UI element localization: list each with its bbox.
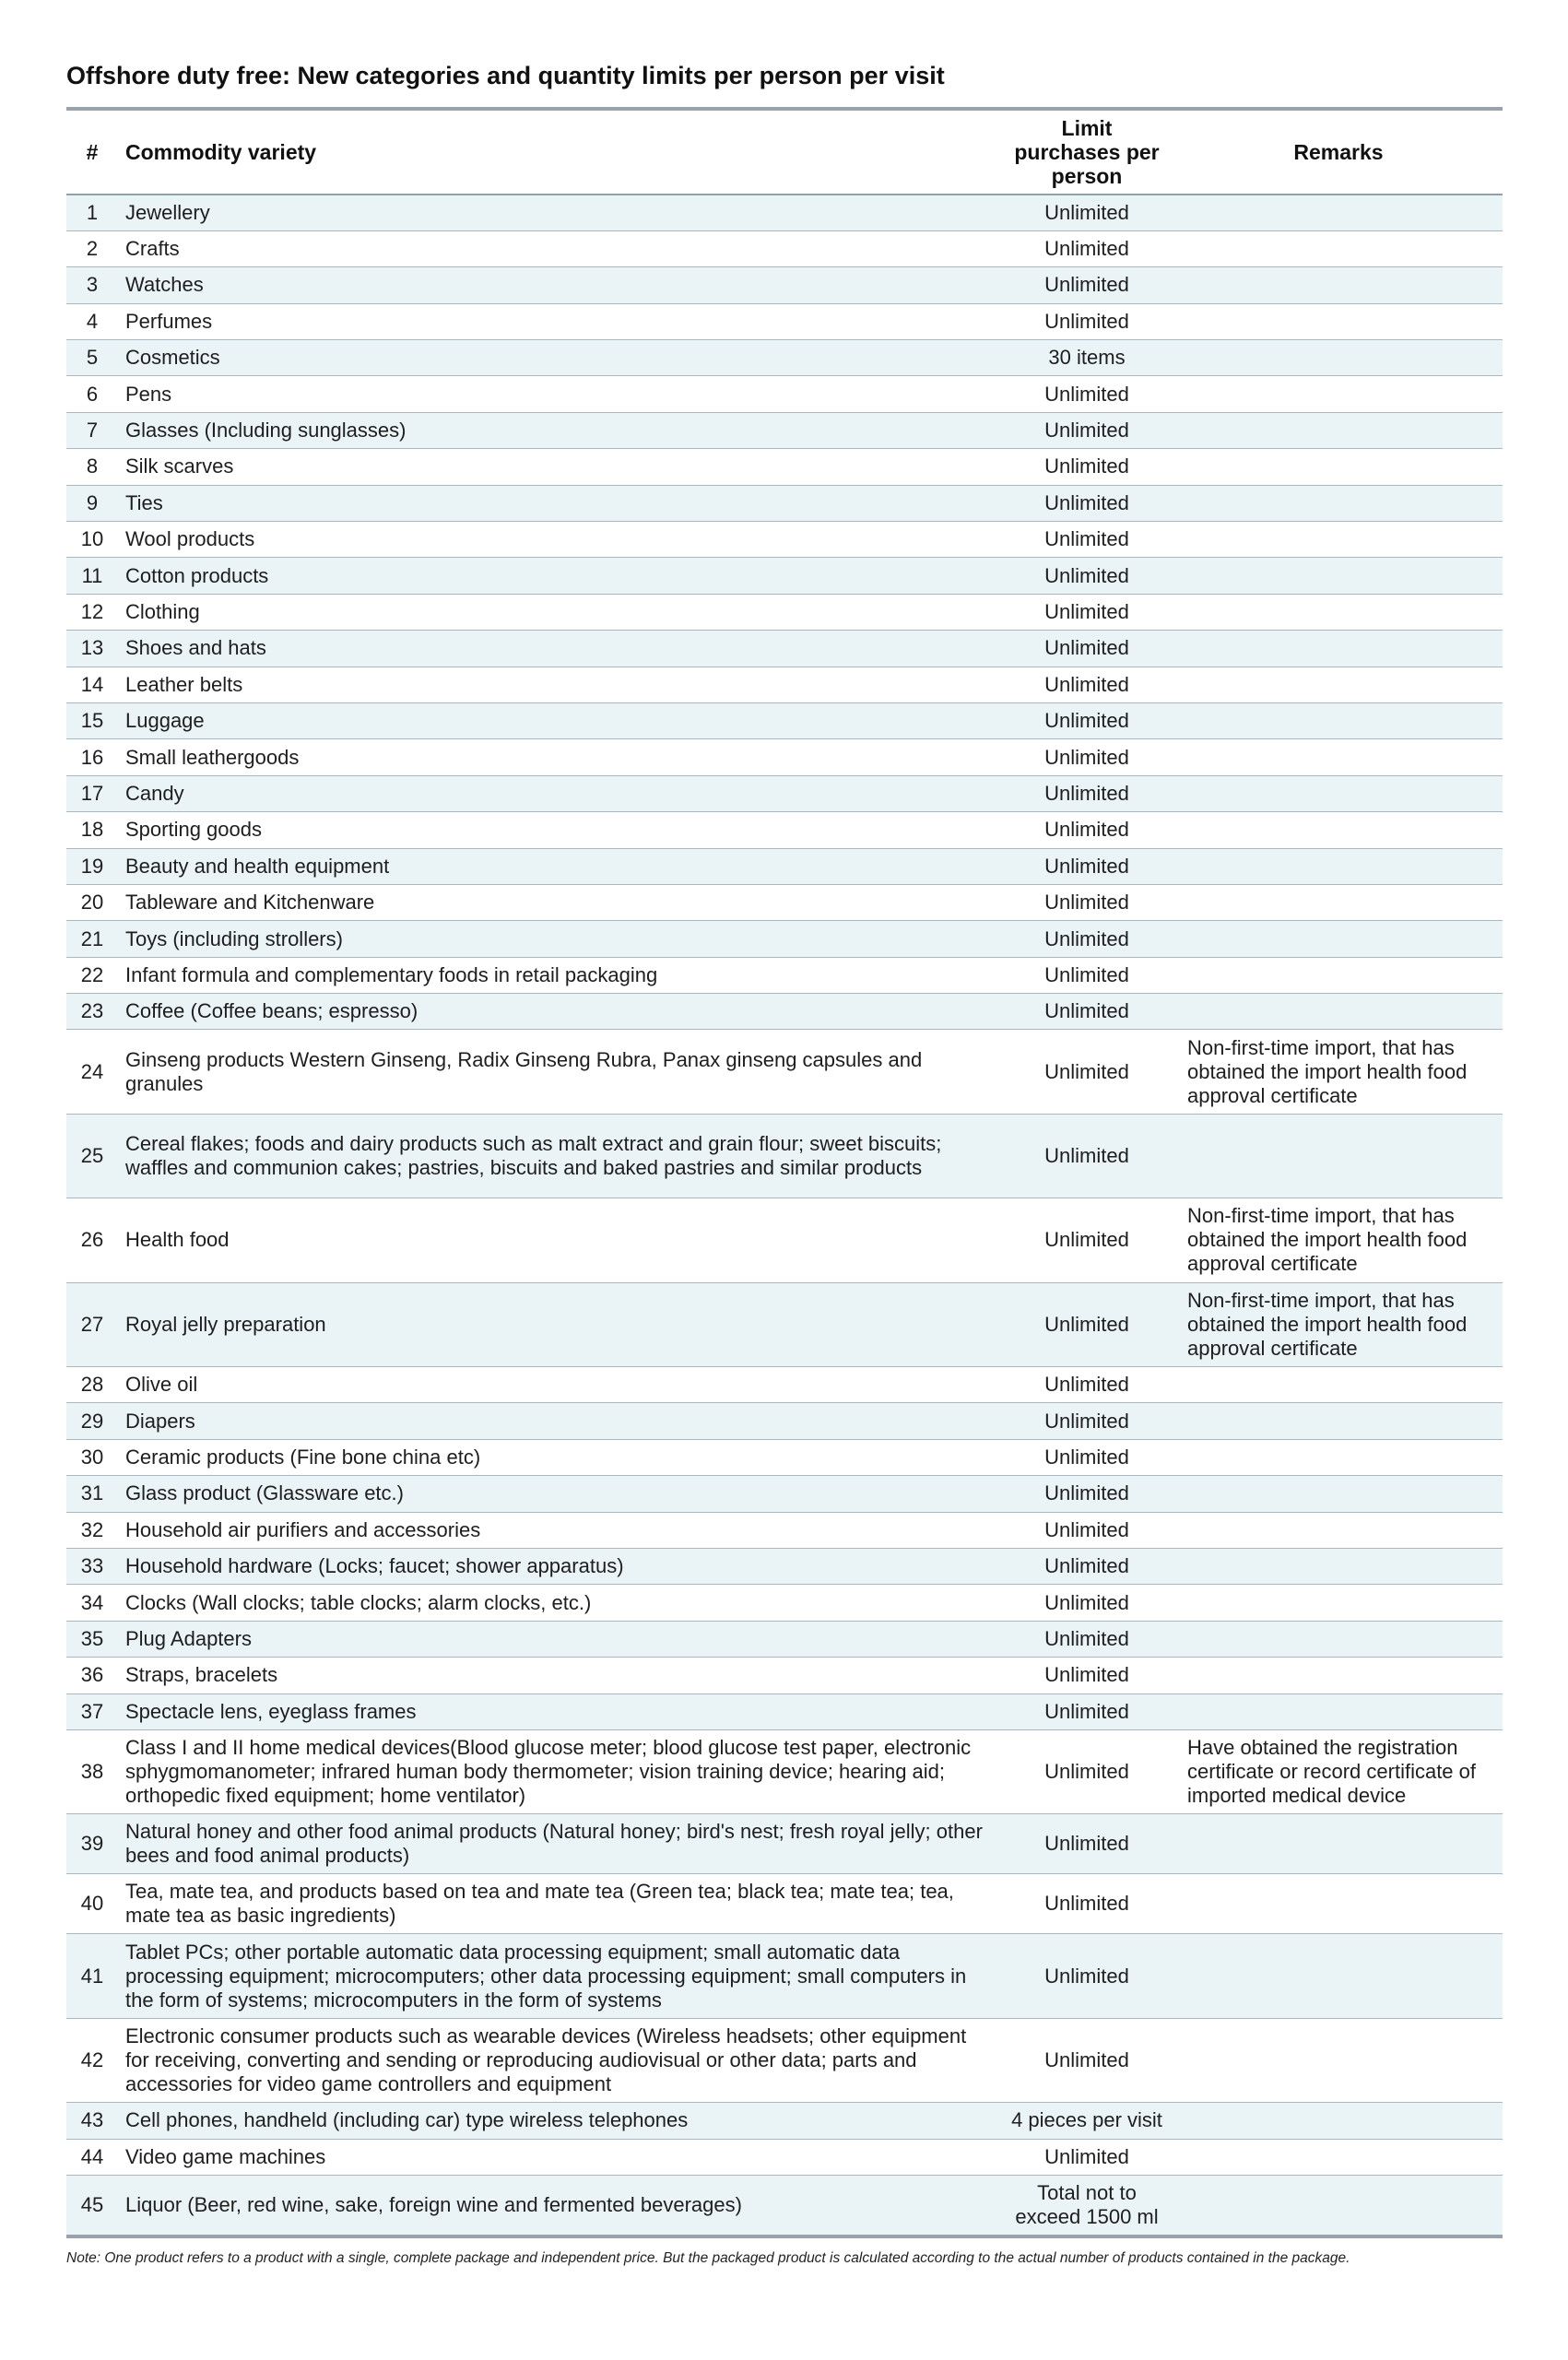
remarks-cell xyxy=(1174,376,1503,412)
row-number-cell: 31 xyxy=(66,1476,118,1512)
commodity-variety-cell: Tableware and Kitchenware xyxy=(118,884,999,920)
remarks-cell xyxy=(1174,2103,1503,2139)
commodity-variety-cell: Sporting goods xyxy=(118,812,999,848)
remarks-cell: Non-first-time import, that has obtained the import health food approval certificate xyxy=(1174,1198,1503,1282)
remarks-cell xyxy=(1174,702,1503,738)
table-row xyxy=(66,412,1503,448)
commodity-variety-cell: Ceramic products (Fine bone china etc) xyxy=(118,1439,999,1475)
limit-purchases-cell: Unlimited xyxy=(999,1549,1174,1585)
remarks-cell xyxy=(1174,449,1503,485)
commodity-variety-cell: Crafts xyxy=(118,230,999,266)
limit-purchases-cell: Unlimited xyxy=(999,1621,1174,1657)
table-row xyxy=(66,1729,1503,1813)
commodity-variety-cell: Watches xyxy=(118,267,999,303)
header-commodity-variety: Commodity variety xyxy=(118,109,999,195)
row-number-cell: 39 xyxy=(66,1814,118,1874)
remarks-cell xyxy=(1174,994,1503,1030)
limit-purchases-cell: Unlimited xyxy=(999,1367,1174,1403)
commodity-variety-cell: Olive oil xyxy=(118,1367,999,1403)
commodity-variety-cell: Luggage xyxy=(118,702,999,738)
remarks-cell xyxy=(1174,739,1503,775)
header-number: # xyxy=(66,109,118,195)
remarks-cell: Non-first-time import, that has obtained the import health food approval certificate xyxy=(1174,1282,1503,1366)
row-number-cell: 10 xyxy=(66,522,118,558)
commodity-variety-cell: Beauty and health equipment xyxy=(118,848,999,884)
commodity-variety-cell: Straps, bracelets xyxy=(118,1658,999,1693)
row-number-cell: 24 xyxy=(66,1030,118,1114)
remarks-cell xyxy=(1174,1476,1503,1512)
table-row xyxy=(66,230,1503,266)
remarks-cell xyxy=(1174,667,1503,702)
limit-purchases-cell: Unlimited xyxy=(999,1439,1174,1475)
table-row xyxy=(66,303,1503,339)
row-number-cell: 26 xyxy=(66,1198,118,1282)
table-row xyxy=(66,848,1503,884)
remarks-cell xyxy=(1174,2018,1503,2102)
table-row xyxy=(66,2175,1503,2236)
remarks-cell xyxy=(1174,1874,1503,1934)
limit-purchases-cell: Unlimited xyxy=(999,522,1174,558)
limit-purchases-cell: Unlimited xyxy=(999,449,1174,485)
limit-purchases-cell: Unlimited xyxy=(999,594,1174,630)
limit-purchases-cell: Unlimited xyxy=(999,230,1174,266)
row-number-cell: 21 xyxy=(66,921,118,957)
table-row xyxy=(66,1114,1503,1198)
commodity-variety-cell: Clothing xyxy=(118,594,999,630)
remarks-cell: Have obtained the registration certificate or record certificate of imported medical device xyxy=(1174,1729,1503,1813)
limit-purchases-cell: Unlimited xyxy=(999,702,1174,738)
row-number-cell: 7 xyxy=(66,412,118,448)
table-row xyxy=(66,1030,1503,1114)
table-row xyxy=(66,739,1503,775)
table-row xyxy=(66,812,1503,848)
commodity-variety-cell: Plug Adapters xyxy=(118,1621,999,1657)
limit-purchases-cell: 4 pieces per visit xyxy=(999,2103,1174,2139)
commodity-variety-cell: Cell phones, handheld (including car) type wireless telephones xyxy=(118,2103,999,2139)
commodity-variety-cell: Glasses (Including sunglasses) xyxy=(118,412,999,448)
commodity-variety-cell: Shoes and hats xyxy=(118,631,999,667)
commodity-variety-cell: Perfumes xyxy=(118,303,999,339)
table-row xyxy=(66,558,1503,594)
header-remarks: Remarks xyxy=(1174,109,1503,195)
row-number-cell: 29 xyxy=(66,1403,118,1439)
limit-purchases-cell: Unlimited xyxy=(999,848,1174,884)
row-number-cell: 4 xyxy=(66,303,118,339)
remarks-cell xyxy=(1174,1693,1503,1729)
limit-purchases-cell: Total not to exceed 1500 ml xyxy=(999,2175,1174,2236)
row-number-cell: 27 xyxy=(66,1282,118,1366)
table-row xyxy=(66,957,1503,993)
limit-purchases-cell: Unlimited xyxy=(999,1403,1174,1439)
row-number-cell: 28 xyxy=(66,1367,118,1403)
remarks-cell xyxy=(1174,1585,1503,1621)
table-row xyxy=(66,2018,1503,2102)
row-number-cell: 22 xyxy=(66,957,118,993)
remarks-cell xyxy=(1174,303,1503,339)
table-row xyxy=(66,195,1503,230)
table-row xyxy=(66,1585,1503,1621)
row-number-cell: 11 xyxy=(66,558,118,594)
row-number-cell: 41 xyxy=(66,1934,118,2018)
limit-purchases-cell: Unlimited xyxy=(999,2139,1174,2175)
remarks-cell xyxy=(1174,631,1503,667)
commodity-variety-cell: Candy xyxy=(118,775,999,811)
limit-purchases-cell: Unlimited xyxy=(999,303,1174,339)
row-number-cell: 3 xyxy=(66,267,118,303)
table-row xyxy=(66,1621,1503,1657)
commodity-variety-cell: Cereal flakes; foods and dairy products such as malt extract and grain flour; sweet biscuits; waffles and communion cakes; pastries, biscuits and baked pastries and similar products xyxy=(118,1114,999,1198)
remarks-cell xyxy=(1174,1934,1503,2018)
row-number-cell: 17 xyxy=(66,775,118,811)
remarks-cell xyxy=(1174,884,1503,920)
row-number-cell: 44 xyxy=(66,2139,118,2175)
remarks-cell xyxy=(1174,485,1503,521)
row-number-cell: 18 xyxy=(66,812,118,848)
commodity-variety-cell: Ties xyxy=(118,485,999,521)
table-row xyxy=(66,594,1503,630)
row-number-cell: 8 xyxy=(66,449,118,485)
commodity-variety-cell: Liquor (Beer, red wine, sake, foreign wine and fermented beverages) xyxy=(118,2175,999,2236)
limit-purchases-cell: Unlimited xyxy=(999,884,1174,920)
table-row xyxy=(66,1874,1503,1934)
limit-purchases-cell: Unlimited xyxy=(999,1512,1174,1548)
commodity-variety-cell: Cosmetics xyxy=(118,340,999,376)
remarks-cell xyxy=(1174,1367,1503,1403)
table-row xyxy=(66,667,1503,702)
table-row xyxy=(66,2103,1503,2139)
limit-purchases-cell: Unlimited xyxy=(999,1585,1174,1621)
limit-purchases-cell: Unlimited xyxy=(999,775,1174,811)
remarks-cell xyxy=(1174,1114,1503,1198)
commodity-variety-cell: Glass product (Glassware etc.) xyxy=(118,1476,999,1512)
row-number-cell: 9 xyxy=(66,485,118,521)
row-number-cell: 1 xyxy=(66,195,118,230)
commodity-variety-cell: Small leathergoods xyxy=(118,739,999,775)
commodity-variety-cell: Video game machines xyxy=(118,2139,999,2175)
row-number-cell: 32 xyxy=(66,1512,118,1548)
table-row xyxy=(66,1367,1503,1403)
row-number-cell: 16 xyxy=(66,739,118,775)
row-number-cell: 45 xyxy=(66,2175,118,2236)
row-number-cell: 13 xyxy=(66,631,118,667)
table-row xyxy=(66,1403,1503,1439)
row-number-cell: 6 xyxy=(66,376,118,412)
remarks-cell xyxy=(1174,957,1503,993)
row-number-cell: 43 xyxy=(66,2103,118,2139)
remarks-cell xyxy=(1174,1549,1503,1585)
commodity-variety-cell: Class I and II home medical devices(Blood glucose meter; blood glucose test paper, electronic sphygmomanometer; infrared human body thermometer; vision training device; hearing aid; orthopedic fixed equipment; home ventilator) xyxy=(118,1729,999,1813)
table-row xyxy=(66,522,1503,558)
limit-purchases-cell: Unlimited xyxy=(999,1198,1174,1282)
row-number-cell: 12 xyxy=(66,594,118,630)
limit-purchases-cell: Unlimited xyxy=(999,667,1174,702)
remarks-cell xyxy=(1174,558,1503,594)
commodity-variety-cell: Jewellery xyxy=(118,195,999,230)
table-row xyxy=(66,1814,1503,1874)
commodity-variety-cell: Coffee (Coffee beans; espresso) xyxy=(118,994,999,1030)
remarks-cell xyxy=(1174,412,1503,448)
limit-purchases-cell: Unlimited xyxy=(999,994,1174,1030)
row-number-cell: 25 xyxy=(66,1114,118,1198)
row-number-cell: 20 xyxy=(66,884,118,920)
row-number-cell: 33 xyxy=(66,1549,118,1585)
row-number-cell: 36 xyxy=(66,1658,118,1693)
limit-purchases-cell: Unlimited xyxy=(999,267,1174,303)
row-number-cell: 42 xyxy=(66,2018,118,2102)
table-row xyxy=(66,449,1503,485)
remarks-cell xyxy=(1174,267,1503,303)
commodity-variety-cell: Clocks (Wall clocks; table clocks; alarm clocks, etc.) xyxy=(118,1585,999,1621)
table-row xyxy=(66,994,1503,1030)
commodity-variety-cell: Leather belts xyxy=(118,667,999,702)
remarks-cell xyxy=(1174,1512,1503,1548)
remarks-cell xyxy=(1174,1403,1503,1439)
remarks-cell xyxy=(1174,230,1503,266)
row-number-cell: 38 xyxy=(66,1729,118,1813)
commodity-variety-cell: Household air purifiers and accessories xyxy=(118,1512,999,1548)
commodity-variety-cell: Diapers xyxy=(118,1403,999,1439)
commodity-variety-cell: Electronic consumer products such as wearable devices (Wireless headsets; other equipment for receiving, converting and sending or reproducing audiovisual or other data; parts and accessories for video game controllers and equipment xyxy=(118,2018,999,2102)
table-row xyxy=(66,1658,1503,1693)
limit-purchases-cell: Unlimited xyxy=(999,1658,1174,1693)
table-row xyxy=(66,485,1503,521)
table-row xyxy=(66,1282,1503,1366)
remarks-cell xyxy=(1174,195,1503,230)
table-row xyxy=(66,884,1503,920)
table-title: Offshore duty free: New categories and quantity limits per person per visit xyxy=(66,62,945,89)
row-number-cell: 5 xyxy=(66,340,118,376)
commodity-variety-cell: Toys (including strollers) xyxy=(118,921,999,957)
remarks-cell xyxy=(1174,594,1503,630)
commodity-variety-cell: Wool products xyxy=(118,522,999,558)
duty-free-limits-table xyxy=(66,107,1503,2238)
row-number-cell: 19 xyxy=(66,848,118,884)
commodity-variety-cell: Royal jelly preparation xyxy=(118,1282,999,1366)
limit-purchases-cell: Unlimited xyxy=(999,558,1174,594)
limit-purchases-cell: 30 items xyxy=(999,340,1174,376)
limit-purchases-cell: Unlimited xyxy=(999,1030,1174,1114)
limit-purchases-cell: Unlimited xyxy=(999,1282,1174,1366)
commodity-variety-cell: Health food xyxy=(118,1198,999,1282)
document-page xyxy=(66,61,1503,2268)
limit-purchases-cell: Unlimited xyxy=(999,1114,1174,1198)
limit-purchases-cell: Unlimited xyxy=(999,921,1174,957)
table-row xyxy=(66,702,1503,738)
limit-purchases-cell: Unlimited xyxy=(999,1693,1174,1729)
remarks-cell xyxy=(1174,1439,1503,1475)
table-row xyxy=(66,340,1503,376)
limit-purchases-cell: Unlimited xyxy=(999,739,1174,775)
table-row xyxy=(66,1549,1503,1585)
table-row xyxy=(66,1476,1503,1512)
limit-purchases-cell: Unlimited xyxy=(999,812,1174,848)
limit-purchases-cell: Unlimited xyxy=(999,1476,1174,1512)
remarks-cell: Non-first-time import, that has obtained the import health food approval certificate xyxy=(1174,1030,1503,1114)
commodity-variety-cell: Tea, mate tea, and products based on tea and mate tea (Green tea; black tea; mate tea; tea, mate tea as basic ingredients) xyxy=(118,1874,999,1934)
remarks-cell xyxy=(1174,2139,1503,2175)
limit-purchases-cell: Unlimited xyxy=(999,2018,1174,2102)
table-row xyxy=(66,631,1503,667)
commodity-variety-cell: Silk scarves xyxy=(118,449,999,485)
commodity-variety-cell: Pens xyxy=(118,376,999,412)
row-number-cell: 35 xyxy=(66,1621,118,1657)
table-row xyxy=(66,267,1503,303)
table-row xyxy=(66,1693,1503,1729)
table-row xyxy=(66,2139,1503,2175)
commodity-variety-cell: Tablet PCs; other portable automatic data processing equipment; small automatic data processing equipment; microcomputers; other data processing equipment; small computers in the form of systems; microcomputers in the form of systems xyxy=(118,1934,999,2018)
remarks-cell xyxy=(1174,775,1503,811)
table-row xyxy=(66,921,1503,957)
table-row xyxy=(66,775,1503,811)
table-body xyxy=(66,195,1503,2236)
row-number-cell: 34 xyxy=(66,1585,118,1621)
row-number-cell: 2 xyxy=(66,230,118,266)
limit-purchases-cell: Unlimited xyxy=(999,376,1174,412)
limit-purchases-cell: Unlimited xyxy=(999,1874,1174,1934)
limit-purchases-cell: Unlimited xyxy=(999,412,1174,448)
table-row xyxy=(66,1439,1503,1475)
table-header xyxy=(66,109,1503,195)
limit-purchases-cell: Unlimited xyxy=(999,195,1174,230)
remarks-cell xyxy=(1174,921,1503,957)
commodity-variety-cell: Natural honey and other food animal products (Natural honey; bird's nest; fresh royal jelly; other bees and food animal products) xyxy=(118,1814,999,1874)
limit-purchases-cell: Unlimited xyxy=(999,1729,1174,1813)
remarks-cell xyxy=(1174,1814,1503,1874)
row-number-cell: 40 xyxy=(66,1874,118,1934)
remarks-cell xyxy=(1174,848,1503,884)
remarks-cell xyxy=(1174,812,1503,848)
remarks-cell xyxy=(1174,522,1503,558)
row-number-cell: 37 xyxy=(66,1693,118,1729)
table-row xyxy=(66,1934,1503,2018)
remarks-cell xyxy=(1174,1658,1503,1693)
commodity-variety-cell: Ginseng products Western Ginseng, Radix Ginseng Rubra, Panax ginseng capsules and granules xyxy=(118,1030,999,1114)
table-row xyxy=(66,376,1503,412)
limit-purchases-cell: Unlimited xyxy=(999,957,1174,993)
limit-purchases-cell: Unlimited xyxy=(999,485,1174,521)
table-row xyxy=(66,1512,1503,1548)
row-number-cell: 14 xyxy=(66,667,118,702)
limit-purchases-cell: Unlimited xyxy=(999,1934,1174,2018)
limit-purchases-cell: Unlimited xyxy=(999,1814,1174,1874)
row-number-cell: 15 xyxy=(66,702,118,738)
row-number-cell: 30 xyxy=(66,1439,118,1475)
row-number-cell: 23 xyxy=(66,994,118,1030)
remarks-cell xyxy=(1174,2175,1503,2236)
remarks-cell xyxy=(1174,340,1503,376)
commodity-variety-cell: Infant formula and complementary foods in retail packaging xyxy=(118,957,999,993)
commodity-variety-cell: Spectacle lens, eyeglass frames xyxy=(118,1693,999,1729)
header-limit-purchases: Limit purchases per person xyxy=(999,109,1174,195)
limit-purchases-cell: Unlimited xyxy=(999,631,1174,667)
header-row xyxy=(66,109,1503,195)
remarks-cell xyxy=(1174,1621,1503,1657)
commodity-variety-cell: Cotton products xyxy=(118,558,999,594)
commodity-variety-cell: Household hardware (Locks; faucet; shower apparatus) xyxy=(118,1549,999,1585)
footnote: Note: One product refers to a product with a single, complete package and independent price. But the packaged product is calculated according to the actual number of products contained in the package. xyxy=(66,2249,1350,2266)
table-row xyxy=(66,1198,1503,1282)
